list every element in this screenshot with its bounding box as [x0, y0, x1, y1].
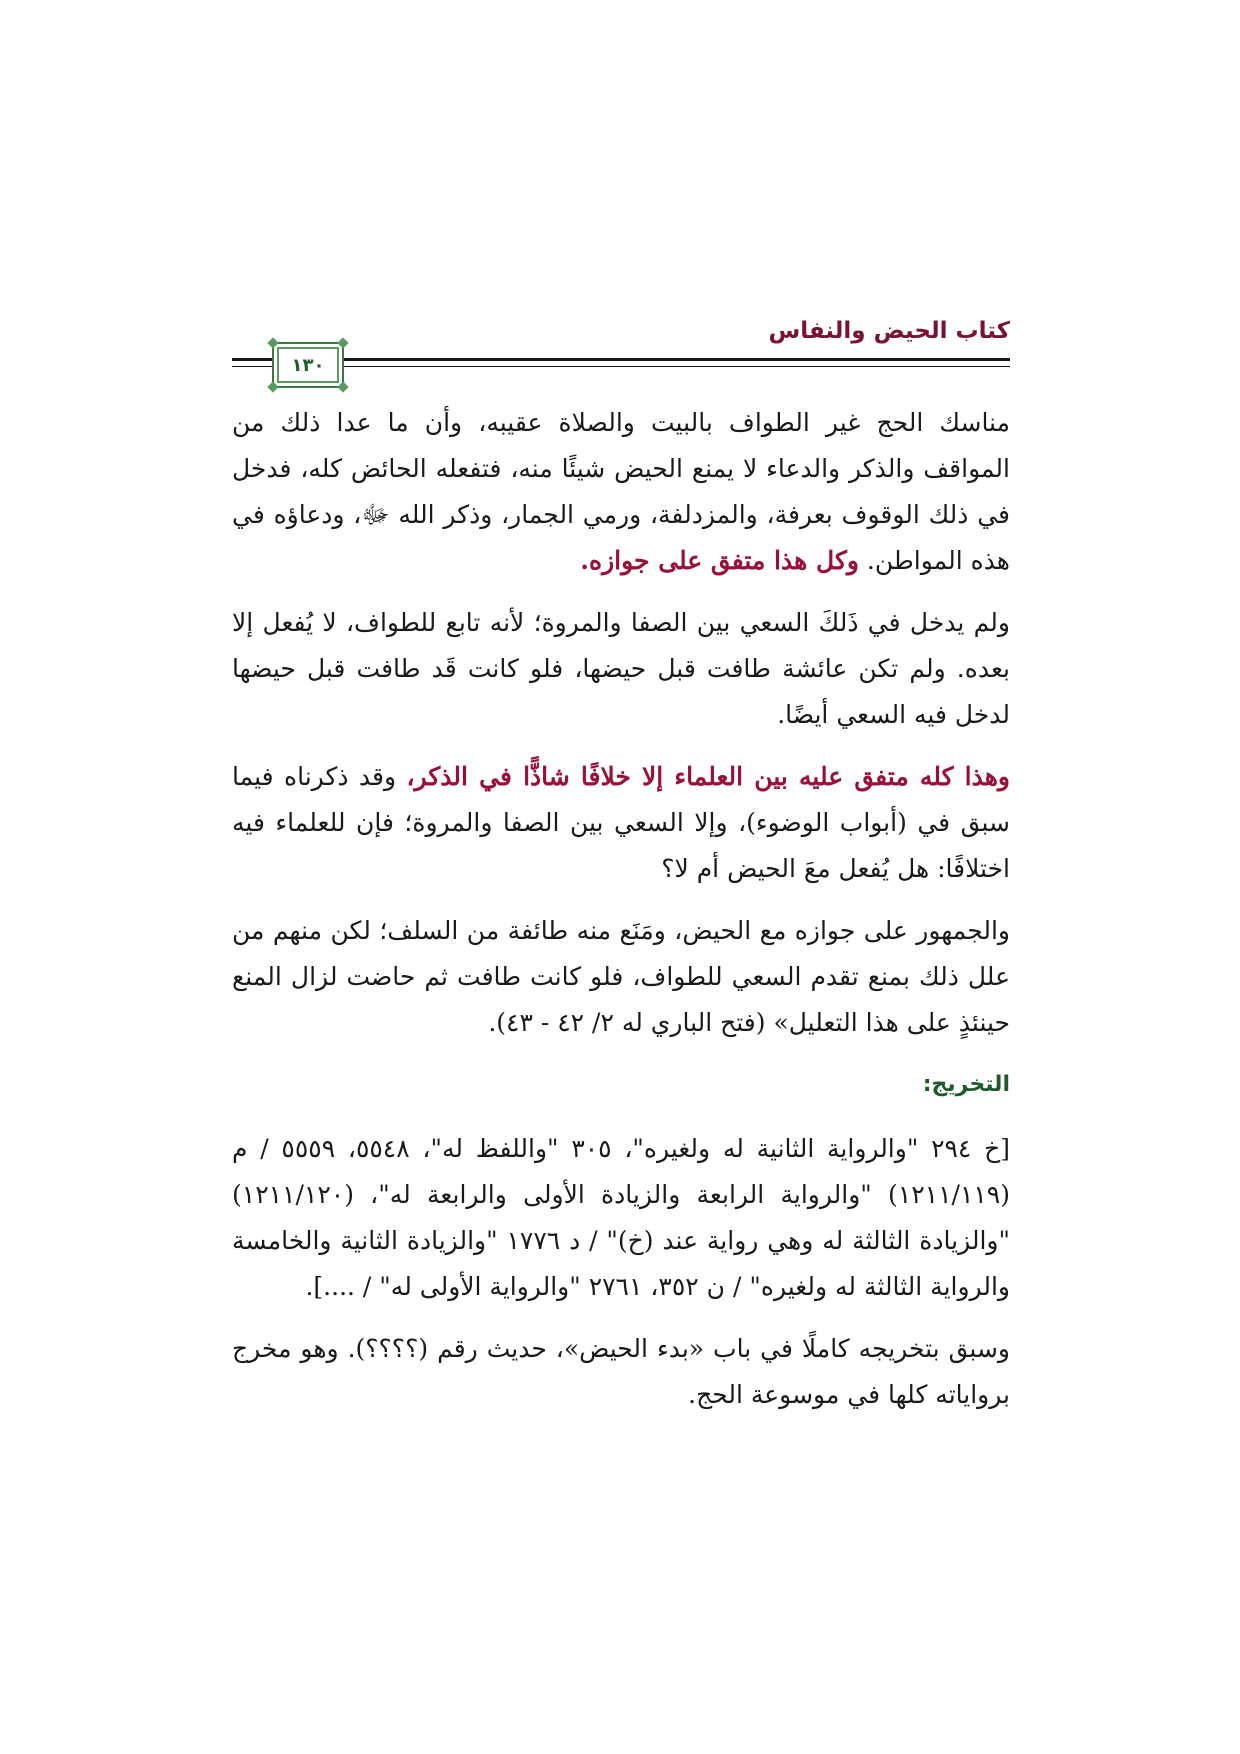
ornament-corner-icon [337, 381, 348, 392]
header-rule-thin [232, 366, 1010, 367]
book-title: كتاب الحيض والنفاس [768, 318, 1010, 344]
ornament-corner-icon [267, 381, 278, 392]
paragraph-3 [232, 754, 1010, 892]
paragraph-1 [232, 400, 1010, 584]
paragraph-text: والجمهور على جوازه مع الحيض، ومَنَع منه طائفة من السلف؛ لكن منهم من علل ذلك بمنع تقدم السعي للطواف، فلو كانت طافت ثم حاضت لزال المنع حينئذٍ على هذا التعليل» (فتح الباري له ٢/ ٤٢ - ٤٣). [232, 916, 1010, 1037]
page-number: ١٣٠ [291, 354, 325, 376]
header-dash-thick [232, 358, 262, 361]
paragraph-text: مناسك الحج غير الطواف بالبيت والصلاة عقيبه، وأن ما عدا ذلك من المواقف والذكر والدعاء لا يمنع الحيض شيئًا منه، فتفعله الحائض كله، فدخل في ذلك الوقوف بعرفة، والمزدلفة، ورمي الجمار، وذكر الله ﷻ، ودعاؤه في هذه المواطن. [232, 408, 1010, 575]
paragraph-text: وقد ذكرناه فيما سبق في (أبواب الوضوء)، وإلا السعي بين الصفا والمروة؛ فإن للعلماء فيه اختلافًا: هل يُفعل معَ الحيض أم لا؟ [232, 762, 1010, 883]
page-header [232, 316, 1010, 386]
highlighted-text: وكل هذا متفق على جوازه. [580, 546, 859, 575]
page-number-badge [272, 342, 344, 388]
page-body [232, 400, 1010, 1434]
header-rule-thick [232, 358, 1010, 361]
ornament-corner-icon [337, 337, 348, 348]
takhrij-paragraph-1: [خ ٢٩٤ "والرواية الثانية له ولغيره"، ٣٠٥ "واللفظ له"، ٥٥٤٨، ٥٥٥٩ / م (١٢١١/١١٩) "والرواية الرابعة والزيادة الأولى والرابعة له"، (١٢١١/١٢٠) "والزيادة الثالثة له وهي رواية عند (خ)" / د ١٧٧٦ "والزيادة الثانية والخامسة والرواية الثالثة له ولغيره" / ن ٣٥٢، ٢٧٦١ "والرواية الأولى له" / ....]. [232, 1134, 1011, 1301]
highlighted-text: وهذا كله متفق عليه بين العلماء إلا خلافًا شاذًّا في الذكر، [406, 762, 1011, 791]
paragraph-4 [232, 908, 1010, 1046]
ornament-corner-icon [267, 337, 278, 348]
paragraph-text: ولم يدخل في ذَلكَ السعي بين الصفا والمروة؛ لأنه تابع للطواف، لا يُفعل إلا بعده. ولم تكن عائشة طافت قبل حيضها، فلو كانت قَد طافت قبل حيضها لدخل فيه السعي أيضًا. [232, 608, 1010, 729]
paragraph-2 [232, 600, 1010, 738]
takhrij-paragraph-2: وسبق بتخريجه كاملًا في باب «بدء الحيض»، حديث رقم (؟؟؟؟). وهو مخرج برواياته كلها في موسوعة الحج. [232, 1334, 1010, 1409]
takhrij-heading: التخريج: [922, 1072, 1010, 1097]
header-dash-thin [232, 366, 262, 367]
